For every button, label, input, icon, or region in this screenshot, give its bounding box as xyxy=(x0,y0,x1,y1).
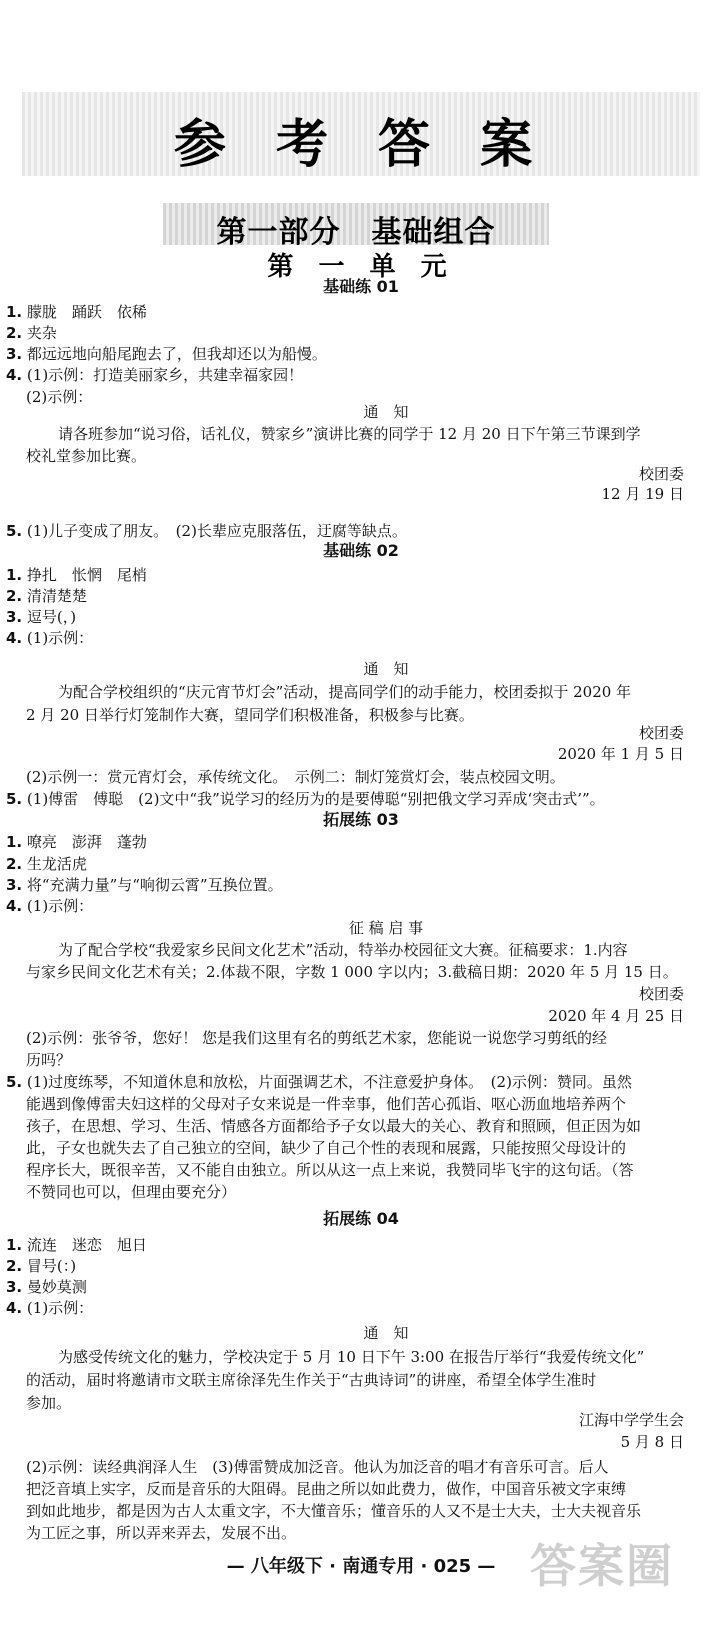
question-number: 5. xyxy=(6,790,23,808)
question-number: 3. xyxy=(6,608,23,626)
notice-signature: 校团委 xyxy=(638,985,684,1003)
question-number: 1. xyxy=(6,566,23,584)
answer-line: 2. 生龙活虎 xyxy=(6,855,87,873)
question-number: 2. xyxy=(6,1257,23,1275)
answer-line: 2. 清清楚楚 xyxy=(6,587,87,605)
notice-body: 的活动，届时将邀请市文联主席徐泽先生作关于“古典诗词”的讲座，希望全体学生准时 xyxy=(26,1371,597,1389)
section-heading-03: 拓展练 03 xyxy=(323,810,399,829)
question-number: 5. xyxy=(6,1073,23,1091)
answer-line: 3. 曼妙莫测 xyxy=(6,1278,87,1296)
answer-line: 3. 都远远地向船尾跑去了，但我却还以为船慢。 xyxy=(6,345,327,363)
notice-signature: 江海中学学生会 xyxy=(578,1411,684,1429)
answer-line: 1. 挣扎 怅惘 尾梢 xyxy=(6,566,147,584)
answer-line: 此，子女也就失去了自己独立的空间，缺少了自己个性的表现和展露，只能按照父母设计的 xyxy=(26,1139,627,1157)
answer-line: (2)示例：张爷爷，您好！ 您是我们这里有名的剪纸艺术家，您能说一说您学习剪纸的经 xyxy=(26,1029,608,1047)
question-number: 4. xyxy=(6,629,23,647)
question-number: 1. xyxy=(6,1236,23,1254)
question-number: 3. xyxy=(6,1278,23,1296)
section-heading-04: 拓展练 04 xyxy=(323,1209,399,1228)
main-title-banner xyxy=(22,92,700,176)
answer-line: 4. (1)示例：打造美丽家乡，共建幸福家园！ xyxy=(6,366,304,384)
watermark-logo xyxy=(530,1540,716,1630)
main-title: 参 考 答 案 xyxy=(173,115,549,175)
notice-title: 通 知 xyxy=(363,403,409,421)
answer-line: 3. 将“充满力量”与“响彻云霄”互换位置。 xyxy=(6,876,283,894)
unit-title: 第 一 单 元 xyxy=(267,252,455,282)
notice-date: 5 月 8 日 xyxy=(620,1433,684,1451)
part-title: 第一部分 基础组合 xyxy=(216,215,496,250)
answer-line: 5. (1)傅雷 傅聪 (2)文中“我”说学习的经历为的是要傅聪“别把俄文学习弄成‘突击式’”。 xyxy=(6,790,605,808)
answer-line: (2)示例： xyxy=(26,388,93,406)
answer-line: 4. (1)示例： xyxy=(6,897,94,915)
answer-line: 5. (1)过度练琴，不知道休息和放松，片面强调艺术，不注意爱护身体。 (2)示例：赞同。虽然 xyxy=(6,1073,632,1091)
notice-signature: 校团委 xyxy=(638,465,684,483)
notice-body: 与家乡民间文化艺术有关；2.体裁不限，字数 1 000 字以内；3.截稿日期：2020 年 5 月 15 日。 xyxy=(26,963,678,981)
answer-line: 孩子，在思想、学习、生活、情感各方面都给予子女以最大的关心、教育和照顾，但正因为如 xyxy=(26,1117,642,1135)
answer-line: 4. (1)示例： xyxy=(6,1299,94,1317)
answer-line: 1. 朦胧 踊跃 依稀 xyxy=(6,303,147,321)
answer-line: 不赞同也可以，但理由要充分） xyxy=(26,1183,237,1201)
notice-title: 通 知 xyxy=(363,660,409,678)
notice-body: 为感受传统文化的魅力，学校决定于 5 月 10 日下午 3:00 在报告厅举行“我爱传统文化” xyxy=(58,1348,645,1366)
notice-body: 为配合学校组织的“庆元宵节灯会”活动，提高同学们的动手能力，校团委拟于 2020 年 xyxy=(58,683,632,701)
notice-body: 请各班参加“说习俗，话礼仪，赞家乡”演讲比赛的同学于 12 月 20 日下午第三节课到学 xyxy=(58,425,641,443)
answer-line: 把泛音填上实字，反而是音乐的大阻碍。昆曲之所以如此费力，做作，中国音乐被文字束缚 xyxy=(26,1480,627,1498)
notice-title: 通 知 xyxy=(363,1324,409,1342)
question-number: 1. xyxy=(6,833,23,851)
question-number: 2. xyxy=(6,587,23,605)
answer-line: 5. (1)儿子变成了朋友。 (2)长辈应克服落伍，迂腐等缺点。 xyxy=(6,522,407,540)
answer-line: 1. 流连 迷恋 旭日 xyxy=(6,1236,147,1254)
answer-line: 为工匠之事，所以弄来弄去，发展不出。 xyxy=(26,1524,297,1542)
notice-title: 征 稿 启 事 xyxy=(348,919,424,937)
section-heading-01: 基础练 01 xyxy=(323,277,399,296)
notice-body: 为了配合学校“我爱家乡民间文化艺术”活动，特举办校园征文大赛。征稿要求：1.内容 xyxy=(58,941,628,959)
question-number: 3. xyxy=(6,345,23,363)
answer-line: 1. 嘹亮 澎湃 蓬勃 xyxy=(6,833,147,851)
question-number: 1. xyxy=(6,303,23,321)
question-number: 4. xyxy=(6,1299,23,1317)
notice-body: 校礼堂参加比赛。 xyxy=(26,447,147,465)
answer-line: 程序长大，既很辛苦，又不能自由独立。所以从这一点上来说，我赞同毕飞宇的这句话。（答 xyxy=(26,1161,634,1179)
answer-line: (2)示例：读经典润泽人生 (3)傅雷赞成加泛音。他认为加泛音的唱才有音乐可言。后人 xyxy=(26,1458,609,1476)
question-number: 2. xyxy=(6,855,23,873)
watermark-text: 答案圈 xyxy=(530,1539,674,1593)
notice-body: 2 月 20 日举行灯笼制作大赛，望同学们积极准备，积极参与比赛。 xyxy=(26,706,474,724)
notice-date: 12 月 19 日 xyxy=(601,485,684,503)
notice-body: 参加。 xyxy=(26,1394,72,1412)
answer-line: 到如此地步，都是因为古人太重文字，不大懂音乐；懂音乐的人又不是士大夫，士大夫视音乐 xyxy=(26,1502,642,1520)
question-number: 4. xyxy=(6,897,23,915)
notice-date: 2020 年 4 月 25 日 xyxy=(548,1007,684,1025)
question-number: 3. xyxy=(6,876,23,894)
answer-line: (2)示例一：赏元宵灯会，承传统文化。 示例二：制灯笼赏灯会，装点校园文明。 xyxy=(26,768,565,786)
notice-signature: 校团委 xyxy=(638,724,684,742)
answer-line: 3. 逗号(，) xyxy=(6,608,77,626)
answer-line: 2. 冒号(：) xyxy=(6,1257,77,1275)
question-number: 5. xyxy=(6,522,23,540)
answer-line: 历吗？ xyxy=(26,1051,72,1069)
answer-line: 4. (1)示例： xyxy=(6,629,94,647)
question-number: 2. xyxy=(6,324,23,342)
part-title-banner xyxy=(163,203,549,250)
page-footer: — 八年级下 · 南通专用 · 025 — xyxy=(226,1556,496,1577)
question-number: 4. xyxy=(6,366,23,384)
answer-line: 能遇到像傅雷夫妇这样的父母对子女来说是一件幸事，他们苦心孤诣、呕心沥血地培养两个 xyxy=(26,1095,627,1113)
answer-line: 2. 夹杂 xyxy=(6,324,57,342)
section-heading-02: 基础练 02 xyxy=(323,541,399,560)
notice-date: 2020 年 1 月 5 日 xyxy=(557,745,684,763)
